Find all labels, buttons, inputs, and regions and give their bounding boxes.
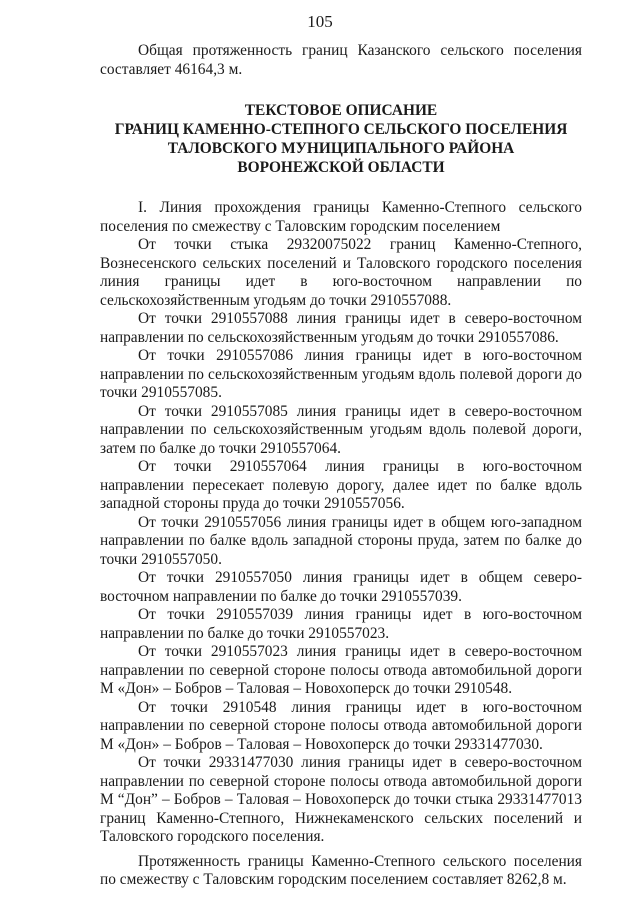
paragraph-6: От точки 2910557056 линия границы идет в общем юго-западном направлении по балке вдоль западной стороны пруда, затем по балке до точки 2910557050. (100, 513, 582, 568)
title-line-1: ТЕКСТОВОЕ ОПИСАНИЕ (244, 102, 438, 119)
title-line-4: ВОРОНЕЖСКОЙ ОБЛАСТИ (237, 159, 445, 176)
paragraph-5: От точки 2910557064 линия границы в юго-восточном направлении пересекает полевую дорогу, далее идет по балке вдоль западной стороны пруда до точки 2910557056. (100, 458, 582, 512)
paragraph-4: От точки 2910557085 линия границы идет в северо-восточном направлении по сельскохозяйственным угодьям вдоль полевой дороги, затем по балке до точки 2910557064. (100, 402, 582, 457)
paragraph-1: От точки стыка 29320075022 границ Каменно-Степного, Вознесенского сельских поселений и Таловского городского поселения линия границы идет в юго-восточном направлении по сельскохозяйственным угодьям до точки 2910557088. (100, 236, 582, 309)
title-line-2: ГРАНИЦ КАМЕННО-СТЕПНОГО СЕЛЬСКОГО ПОСЕЛЕНИЯ (114, 121, 568, 138)
paragraph-11: От точки 29331477030 линия границы идет в северо-восточном направлении по северной стороне полосы отвода автомобильной дороги М “Дон” – Бобров – Таловая – Новохоперск до точки стыка 29331477013 границ Каменно-Степного, Нижнекаменского сельских поселений и Таловского городского поселения. (100, 754, 582, 845)
page-number: 105 (307, 12, 333, 31)
paragraph-8: От точки 2910557039 линия границы идет в юго-восточном направлении по балке до точки 2910557023. (100, 606, 582, 642)
paragraph-7: От точки 2910557050 линия границы идет в общем северо-восточном направлении по балке до точки 2910557039. (100, 569, 582, 605)
title-line-3: ТАЛОВСКОГО МУНИЦИПАЛЬНОГО РАЙОНА (167, 140, 515, 157)
document-title (100, 101, 582, 177)
paragraph-9: От точки 2910557023 линия границы идет в северо-восточном направлении по северной стороне полосы отвода автомобильной дороги М «Дон» – Бобров – Таловая – Новохоперск до точки 2910548. (100, 643, 582, 697)
paragraph-3: От точки 2910557086 линия границы идет в юго-восточном направлении по сельскохозяйственным угодьям вдоль полевой дороги до точки 2910557085. (100, 347, 582, 401)
document-body (100, 42, 582, 890)
intro-paragraph: Общая протяженность границ Казанского сельского поселения составляет 46164,3 м. (100, 42, 582, 78)
closing-paragraph: Протяженность границы Каменно-Степного сельского поселения по смежеству с Таловским городским поселением составляет 8262,8 м. (100, 852, 582, 888)
paragraph-2: От точки 2910557088 линия границы идет в северо-восточном направлении по сельскохозяйственным угодьям до точки 2910557086. (100, 310, 582, 346)
paragraph-10: От точки 2910548 линия границы идет в юго-восточном направлении по северной стороне полосы отвода автомобильной дороги М «Дон» – Бобров – Таловая – Новохоперск до точки 29331477030. (100, 698, 582, 753)
section-heading: I. Линия прохождения границы Каменно-Степного сельского поселения по смежеству с Таловским городским поселением (100, 199, 582, 235)
